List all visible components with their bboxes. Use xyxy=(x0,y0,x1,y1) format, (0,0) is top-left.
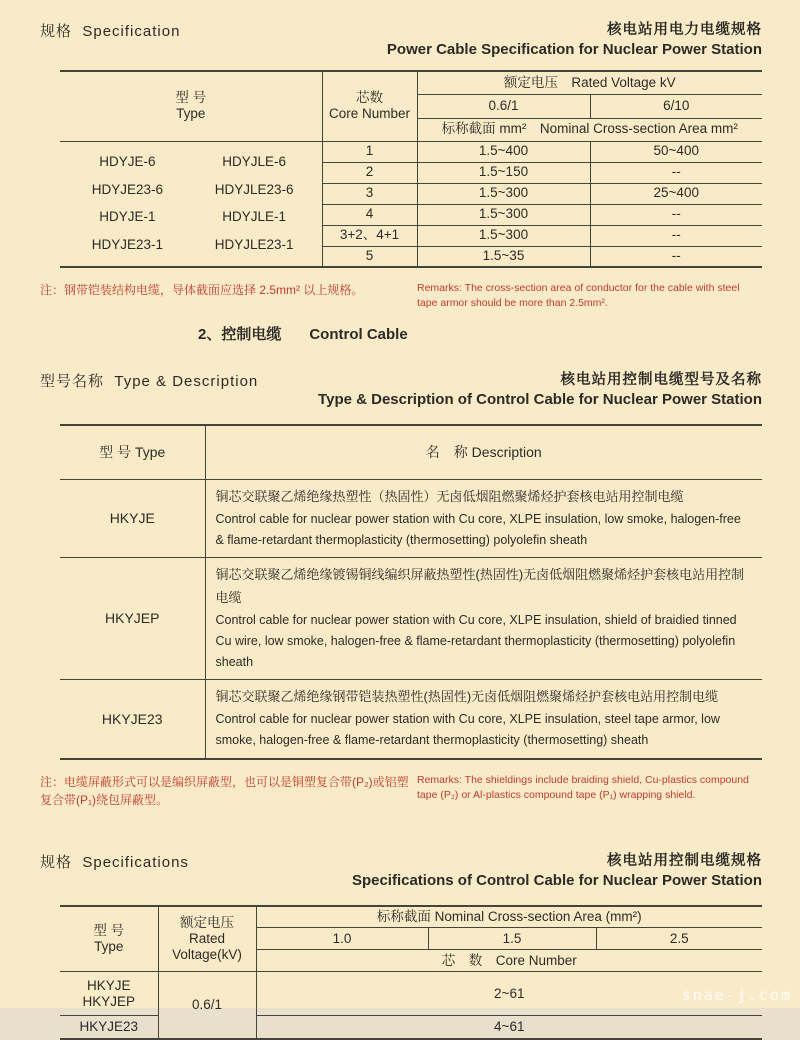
type-name: HDYJLE23-6 xyxy=(214,181,294,197)
section1-title-cn: 核电站用电力电缆规格 xyxy=(607,22,762,38)
header-type-cn: 型 号 xyxy=(175,90,207,106)
cell-area-low: 1.5~300 xyxy=(417,204,590,225)
section3-header xyxy=(40,849,762,889)
section1-titles xyxy=(387,18,762,58)
cell-area-high: -- xyxy=(590,246,762,267)
section3-label-en: Specifications xyxy=(82,853,189,871)
watermark: snae-j.com xyxy=(681,986,792,1004)
section3-title-cn: 核电站用控制电缆规格 xyxy=(607,852,762,869)
header-type-cn: 型 号 xyxy=(93,922,125,938)
cell-area-low: 1.5~300 xyxy=(417,225,590,246)
cell-area-low: 1.5~35 xyxy=(417,246,590,267)
header-description-col: 名 称 Description xyxy=(205,425,762,479)
section1-title-en: Power Cable Specification for Nuclear Power Station xyxy=(386,41,762,58)
header-voltage-cn: 额定电压 xyxy=(180,914,234,930)
header-type xyxy=(60,71,322,141)
description-en: Control cable for nuclear power station with Cu core, XLPE insulation, shield of braidied tinned Cu wire, low smoke, halogen-free & flame-retardant thermoplasticity (thermosetting) polyolefin sheath xyxy=(215,612,737,670)
section2-header xyxy=(40,368,762,408)
core-range-cell: 4~61 xyxy=(256,1016,762,1039)
control-cable-spec-table xyxy=(60,905,762,1040)
type-name: HDYJE23-6 xyxy=(91,181,164,197)
type-name: HDYJLE-6 xyxy=(222,154,287,170)
description-cn: 铜芯交联聚乙烯绝缘镀锡铜线编织屏蔽热塑性(热固性)无卤低烟阻燃聚烯烃护套核电站用控制电缆 xyxy=(215,567,745,605)
type-name: HDYJLE23-1 xyxy=(214,237,294,253)
cell-core: 2 xyxy=(322,162,417,183)
cell-core: 3+2、4+1 xyxy=(322,225,417,246)
section2-label-cn: 型号名称 xyxy=(40,373,105,391)
cell-area-high: -- xyxy=(590,162,762,183)
section2-titles xyxy=(318,368,762,408)
section2-label xyxy=(40,368,258,391)
section3-title-en: Specifications of Control Cable for Nuclear Power Station xyxy=(351,871,762,889)
header-type xyxy=(60,906,158,972)
header-type-en: Type xyxy=(176,106,206,122)
cell-core: 4 xyxy=(322,204,417,225)
section3-label-cn: 规格 xyxy=(40,853,73,871)
cell-area-low: 1.5~400 xyxy=(417,141,590,162)
description-cn: 铜芯交联聚乙烯绝缘钢带铠装热塑性(热固性)无卤低烟阻燃聚烯烃护套核电站用控制电缆 xyxy=(215,689,719,705)
section1-label xyxy=(40,18,180,41)
type-cell: HKYJE23 xyxy=(60,680,205,759)
type-cell: HKYJE xyxy=(60,479,205,557)
header-core-number: 芯 数 Core Number xyxy=(256,950,762,972)
cell-core: 5 xyxy=(322,246,417,267)
header-type-en: Type xyxy=(94,938,124,954)
header-rated-voltage: 额定电压 Rated Voltage kV xyxy=(417,71,762,94)
header-core-number xyxy=(322,71,417,141)
section1-label-cn: 规格 xyxy=(40,23,73,40)
type-cell: HKYJEP xyxy=(60,558,205,680)
type-cell: HKYJE23 xyxy=(60,1016,158,1039)
core-range-cell: 2~61 xyxy=(256,972,762,1016)
type-name: HDYJE-6 xyxy=(99,154,156,170)
remark-2-en: Remarks: The shieldings include braiding shield, Cu-plastics compound tape (P₂) or Al-plastics compound tape (P₁) wrapping shield. xyxy=(417,773,749,801)
header-voltage-en-1: Rated xyxy=(188,930,226,946)
type-cell xyxy=(60,972,158,1016)
header-voltage-en-2: Voltage(kV) xyxy=(172,947,242,963)
cell-area-high: -- xyxy=(590,204,762,225)
remarks-2 xyxy=(40,773,762,809)
description-en: Control cable for nuclear power station with Cu core, XLPE insulation, steel tape armor, low smoke, halogen-free & flame-retardant thermoplasticity (thermosetting) sheath xyxy=(215,712,720,748)
description-cell xyxy=(205,479,762,557)
remark-1-en: Remarks: The cross-section area of conductor for the cable with steel tape armor should be more than 2.5mm². xyxy=(417,282,740,310)
section2-title-en: Type & Description of Control Cable for Nuclear Power Station xyxy=(318,391,762,409)
description-cell xyxy=(205,558,762,680)
section1-label-en: Specification xyxy=(82,23,181,40)
cell-area-low: 1.5~300 xyxy=(417,183,590,204)
type-name: HKYJEP xyxy=(82,993,136,1009)
section2-heading-cn: 2、控制电缆 xyxy=(198,326,282,344)
remark-1-cn: 注：钢带铠装结构电缆，导体截面应选择 2.5mm² 以上规格。 xyxy=(40,283,364,297)
header-core-cn: 芯数 xyxy=(356,90,383,106)
type-name: HDYJE-1 xyxy=(99,209,156,225)
section3-label xyxy=(40,849,189,872)
section2-heading-en: Control Cable xyxy=(309,326,408,344)
size-1.0: 1.0 xyxy=(256,928,428,950)
header-core-en: Core Number xyxy=(328,106,411,122)
type-list xyxy=(64,143,318,265)
cell-area-high: 50~400 xyxy=(590,141,762,162)
section2-heading xyxy=(198,323,762,344)
description-en: Control cable for nuclear power station with Cu core, XLPE insulation, low smoke, halogen-free & flame-retardant thermoplasticity (thermosetting) polyolefin sheath xyxy=(215,511,741,547)
type-list-cell xyxy=(60,141,322,267)
cell-area-high: 25~400 xyxy=(590,183,762,204)
header-voltage-0.6-1: 0.6/1 xyxy=(417,94,590,118)
header-nominal-area: 标称截面 Nominal Cross-section Area (mm²) xyxy=(256,906,762,928)
description-cn: 铜芯交联聚乙烯绝缘热塑性（热固性）无卤低烟阻燃聚烯烃护套核电站用控制电缆 xyxy=(215,488,684,504)
size-1.5: 1.5 xyxy=(428,928,596,950)
size-2.5: 2.5 xyxy=(596,928,762,950)
header-nominal-area: 标称截面 mm² Nominal Cross-section Area mm² xyxy=(417,118,762,141)
type-name: HDYJLE-1 xyxy=(222,209,287,225)
cell-core: 1 xyxy=(322,141,417,162)
remarks-1 xyxy=(40,281,762,311)
header-rated-voltage xyxy=(158,906,256,972)
remark-2-cn: 注：电缆屏蔽形式可以是编织屏蔽型，也可以是铜塑复合带(P₂)或铝塑复合带(P₁)绕包屏蔽型。 xyxy=(40,774,409,807)
section2-label-en: Type & Description xyxy=(114,373,259,391)
cell-area-high: -- xyxy=(590,225,762,246)
type-description-table xyxy=(60,424,762,759)
description-cell xyxy=(205,680,762,759)
type-name: HDYJE23-1 xyxy=(91,237,164,253)
section3-titles xyxy=(352,849,762,889)
power-cable-spec-table xyxy=(60,70,762,268)
cell-core: 3 xyxy=(322,183,417,204)
section1-header xyxy=(40,18,762,58)
cell-area-low: 1.5~150 xyxy=(417,162,590,183)
voltage-cell: 0.6/1 xyxy=(158,972,256,1039)
header-type-col: 型 号 Type xyxy=(99,444,166,461)
header-voltage-6-10: 6/10 xyxy=(590,94,762,118)
type-name: HKYJE xyxy=(86,977,131,993)
section2-title-cn: 核电站用控制电缆型号及名称 xyxy=(560,372,762,389)
